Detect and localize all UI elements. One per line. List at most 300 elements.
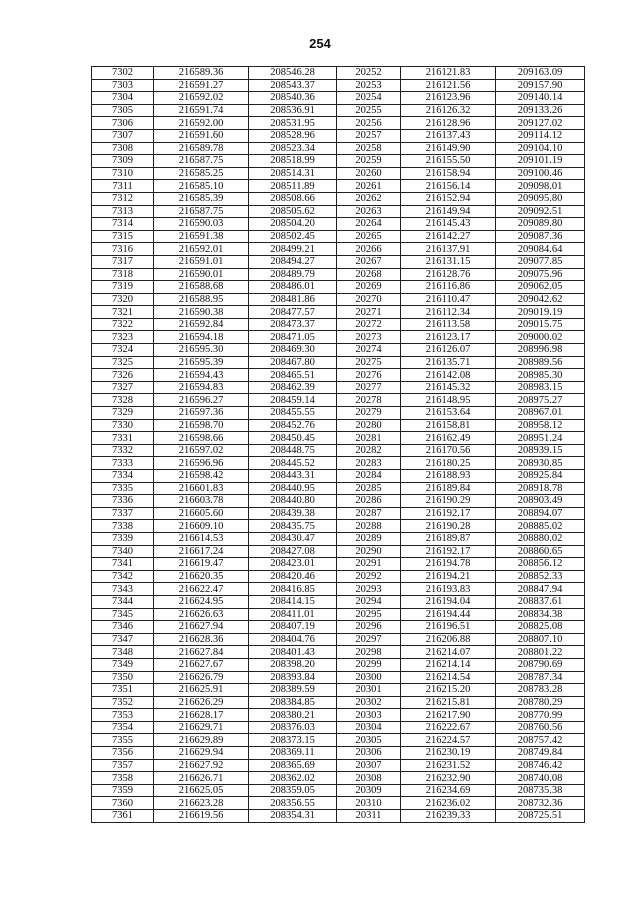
table-cell: 216626.71 xyxy=(154,772,249,785)
table-cell: 208939.15 xyxy=(496,444,585,457)
table-cell: 7323 xyxy=(92,331,154,344)
table-row xyxy=(92,155,585,168)
table-cell: 216585.10 xyxy=(154,180,249,193)
table-cell: 216215.81 xyxy=(401,696,496,709)
table-cell: 7309 xyxy=(92,155,154,168)
table-cell: 7306 xyxy=(92,117,154,130)
table-cell: 216629.89 xyxy=(154,734,249,747)
table-cell: 7324 xyxy=(92,344,154,357)
table-cell: 208398.20 xyxy=(249,658,337,671)
table-cell: 20291 xyxy=(337,558,401,571)
table-cell: 7308 xyxy=(92,142,154,155)
coordinates-table-body xyxy=(92,67,585,823)
table-cell: 216149.90 xyxy=(401,142,496,155)
table-cell: 208473.37 xyxy=(249,318,337,331)
table-cell: 20280 xyxy=(337,419,401,432)
table-cell: 208930.85 xyxy=(496,457,585,470)
table-cell: 216627.92 xyxy=(154,759,249,772)
table-cell: 7332 xyxy=(92,444,154,457)
table-row xyxy=(92,583,585,596)
table-cell: 7330 xyxy=(92,419,154,432)
table-cell: 208356.55 xyxy=(249,797,337,810)
table-cell: 216592.01 xyxy=(154,243,249,256)
table-cell: 216214.14 xyxy=(401,658,496,671)
table-row xyxy=(92,709,585,722)
table-cell: 7335 xyxy=(92,482,154,495)
table-cell: 20253 xyxy=(337,79,401,92)
table-cell: 7325 xyxy=(92,356,154,369)
table-cell: 208455.55 xyxy=(249,407,337,420)
table-cell: 7336 xyxy=(92,495,154,508)
table-cell: 20294 xyxy=(337,595,401,608)
table-cell: 216231.52 xyxy=(401,759,496,772)
table-row xyxy=(92,394,585,407)
table-cell: 209104.10 xyxy=(496,142,585,155)
table-cell: 208757.42 xyxy=(496,734,585,747)
table-cell: 7328 xyxy=(92,394,154,407)
table-cell: 208462.39 xyxy=(249,381,337,394)
table-cell: 208362.02 xyxy=(249,772,337,785)
table-cell: 7350 xyxy=(92,671,154,684)
table-cell: 208416.85 xyxy=(249,583,337,596)
table-cell: 208365.69 xyxy=(249,759,337,772)
table-row xyxy=(92,180,585,193)
table-cell: 216110.47 xyxy=(401,293,496,306)
table-cell: 216627.84 xyxy=(154,646,249,659)
table-cell: 209098.01 xyxy=(496,180,585,193)
table-cell: 216152.94 xyxy=(401,192,496,205)
table-cell: 216617.24 xyxy=(154,545,249,558)
table-cell: 7317 xyxy=(92,255,154,268)
table-cell: 208380.21 xyxy=(249,709,337,722)
table-cell: 216145.32 xyxy=(401,381,496,394)
table-cell: 20265 xyxy=(337,230,401,243)
table-cell: 208486.01 xyxy=(249,281,337,294)
table-cell: 216591.01 xyxy=(154,255,249,268)
table-cell: 209140.14 xyxy=(496,92,585,105)
table-cell: 216121.56 xyxy=(401,79,496,92)
table-cell: 216142.08 xyxy=(401,369,496,382)
table-row xyxy=(92,117,585,130)
table-cell: 208411.01 xyxy=(249,608,337,621)
table-cell: 216587.75 xyxy=(154,155,249,168)
table-cell: 216598.70 xyxy=(154,419,249,432)
table-cell: 20298 xyxy=(337,646,401,659)
table-cell: 7322 xyxy=(92,318,154,331)
table-cell: 208467.80 xyxy=(249,356,337,369)
table-cell: 208837.61 xyxy=(496,595,585,608)
table-cell: 208880.02 xyxy=(496,532,585,545)
table-cell: 208834.38 xyxy=(496,608,585,621)
table-cell: 7341 xyxy=(92,558,154,571)
table-cell: 20306 xyxy=(337,747,401,760)
table-row xyxy=(92,255,585,268)
table-cell: 209042.62 xyxy=(496,293,585,306)
table-row xyxy=(92,167,585,180)
page-number: 254 xyxy=(309,36,331,51)
table-cell: 208807.10 xyxy=(496,633,585,646)
table-cell: 208531.95 xyxy=(249,117,337,130)
table-row xyxy=(92,381,585,394)
table-cell: 208389.59 xyxy=(249,684,337,697)
table-cell: 216629.71 xyxy=(154,721,249,734)
table-row xyxy=(92,92,585,105)
table-cell: 209087.36 xyxy=(496,230,585,243)
table-cell: 216589.78 xyxy=(154,142,249,155)
table-cell: 7347 xyxy=(92,633,154,646)
table-cell: 208903.49 xyxy=(496,495,585,508)
table-cell: 208414.15 xyxy=(249,595,337,608)
table-cell: 20299 xyxy=(337,658,401,671)
table-cell: 7355 xyxy=(92,734,154,747)
table-cell: 216190.29 xyxy=(401,495,496,508)
table-cell: 216588.68 xyxy=(154,281,249,294)
table-cell: 216189.87 xyxy=(401,532,496,545)
table-cell: 20288 xyxy=(337,520,401,533)
table-cell: 208985.30 xyxy=(496,369,585,382)
table-cell: 20279 xyxy=(337,407,401,420)
table-cell: 7348 xyxy=(92,646,154,659)
table-cell: 7340 xyxy=(92,545,154,558)
table-row xyxy=(92,507,585,520)
table-row xyxy=(92,457,585,470)
table-row xyxy=(92,721,585,734)
table-cell: 208983.15 xyxy=(496,381,585,394)
table-cell: 209000.02 xyxy=(496,331,585,344)
table-cell: 216137.43 xyxy=(401,129,496,142)
table-cell: 20292 xyxy=(337,570,401,583)
table-cell: 208546.28 xyxy=(249,67,337,80)
table-cell: 7360 xyxy=(92,797,154,810)
table-cell: 216206.88 xyxy=(401,633,496,646)
table-row xyxy=(92,532,585,545)
table-cell: 209127.02 xyxy=(496,117,585,130)
table-cell: 7310 xyxy=(92,167,154,180)
table-cell: 208505.62 xyxy=(249,205,337,218)
table-cell: 216188.93 xyxy=(401,470,496,483)
table-row xyxy=(92,545,585,558)
table-cell: 216597.36 xyxy=(154,407,249,420)
table-row xyxy=(92,192,585,205)
table-cell: 208783.28 xyxy=(496,684,585,697)
table-cell: 216590.03 xyxy=(154,218,249,231)
table-cell: 20309 xyxy=(337,784,401,797)
table-cell: 209092.51 xyxy=(496,205,585,218)
table-cell: 216587.75 xyxy=(154,205,249,218)
table-cell: 216153.64 xyxy=(401,407,496,420)
table-row xyxy=(92,444,585,457)
table-cell: 216123.96 xyxy=(401,92,496,105)
table-cell: 216620.35 xyxy=(154,570,249,583)
table-cell: 216628.36 xyxy=(154,633,249,646)
table-cell: 7312 xyxy=(92,192,154,205)
table-row xyxy=(92,470,585,483)
table-cell: 208918.78 xyxy=(496,482,585,495)
table-cell: 208443.31 xyxy=(249,470,337,483)
table-row xyxy=(92,482,585,495)
table-cell: 7346 xyxy=(92,621,154,634)
table-row xyxy=(92,495,585,508)
table-cell: 20270 xyxy=(337,293,401,306)
table-cell: 216592.00 xyxy=(154,117,249,130)
table-row xyxy=(92,734,585,747)
table-cell: 216629.94 xyxy=(154,747,249,760)
table-cell: 209100.46 xyxy=(496,167,585,180)
table-row xyxy=(92,696,585,709)
table-cell: 208528.96 xyxy=(249,129,337,142)
table-cell: 208452.76 xyxy=(249,419,337,432)
table-cell: 216592.84 xyxy=(154,318,249,331)
table-cell: 216196.51 xyxy=(401,621,496,634)
table-cell: 216137.91 xyxy=(401,243,496,256)
table-cell: 20257 xyxy=(337,129,401,142)
table-cell: 7320 xyxy=(92,293,154,306)
table-cell: 216149.94 xyxy=(401,205,496,218)
table-cell: 20308 xyxy=(337,772,401,785)
table-cell: 216626.29 xyxy=(154,696,249,709)
table-cell: 20261 xyxy=(337,180,401,193)
table-row xyxy=(92,129,585,142)
table-cell: 216230.19 xyxy=(401,747,496,760)
table-row xyxy=(92,810,585,823)
table-cell: 7349 xyxy=(92,658,154,671)
table-cell: 20278 xyxy=(337,394,401,407)
table-cell: 216193.83 xyxy=(401,583,496,596)
table-cell: 216217.90 xyxy=(401,709,496,722)
table-cell: 7358 xyxy=(92,772,154,785)
table-row xyxy=(92,356,585,369)
table-row xyxy=(92,558,585,571)
table-row xyxy=(92,684,585,697)
table-cell: 208825.08 xyxy=(496,621,585,634)
table-cell: 7337 xyxy=(92,507,154,520)
table-cell: 20266 xyxy=(337,243,401,256)
table-row xyxy=(92,419,585,432)
table-cell: 216625.91 xyxy=(154,684,249,697)
table-cell: 7311 xyxy=(92,180,154,193)
table-cell: 7303 xyxy=(92,79,154,92)
table-cell: 216585.39 xyxy=(154,192,249,205)
table-cell: 216222.67 xyxy=(401,721,496,734)
table-cell: 216189.84 xyxy=(401,482,496,495)
table-cell: 208407.19 xyxy=(249,621,337,634)
table-cell: 208423.01 xyxy=(249,558,337,571)
table-cell: 216595.30 xyxy=(154,344,249,357)
table-cell: 208430.47 xyxy=(249,532,337,545)
table-cell: 7321 xyxy=(92,306,154,319)
table-cell: 216605.60 xyxy=(154,507,249,520)
table-cell: 216591.38 xyxy=(154,230,249,243)
table-cell: 216158.94 xyxy=(401,167,496,180)
table-cell: 216598.42 xyxy=(154,470,249,483)
table-cell: 208523.34 xyxy=(249,142,337,155)
table-cell: 209095.80 xyxy=(496,192,585,205)
table-cell: 208746.42 xyxy=(496,759,585,772)
table-cell: 208369.11 xyxy=(249,747,337,760)
table-cell: 7318 xyxy=(92,268,154,281)
table-row xyxy=(92,570,585,583)
table-cell: 208440.95 xyxy=(249,482,337,495)
table-cell: 208790.69 xyxy=(496,658,585,671)
table-row xyxy=(92,407,585,420)
table-cell: 216591.27 xyxy=(154,79,249,92)
table-cell: 208404.76 xyxy=(249,633,337,646)
table-cell: 216180.25 xyxy=(401,457,496,470)
table-row xyxy=(92,205,585,218)
table-cell: 20272 xyxy=(337,318,401,331)
table-cell: 20284 xyxy=(337,470,401,483)
table-cell: 208514.31 xyxy=(249,167,337,180)
table-cell: 20305 xyxy=(337,734,401,747)
table-cell: 20287 xyxy=(337,507,401,520)
table-cell: 216589.36 xyxy=(154,67,249,80)
table-row xyxy=(92,268,585,281)
table-cell: 216623.28 xyxy=(154,797,249,810)
table-cell: 216194.44 xyxy=(401,608,496,621)
table-cell: 216239.33 xyxy=(401,810,496,823)
table-row xyxy=(92,218,585,231)
table-cell: 7351 xyxy=(92,684,154,697)
table-cell: 216591.74 xyxy=(154,104,249,117)
table-cell: 208494.27 xyxy=(249,255,337,268)
table-cell: 208469.30 xyxy=(249,344,337,357)
table-cell: 208975.27 xyxy=(496,394,585,407)
table-cell: 208725.51 xyxy=(496,810,585,823)
table-row xyxy=(92,432,585,445)
table-cell: 208499.21 xyxy=(249,243,337,256)
table-cell: 216215.20 xyxy=(401,684,496,697)
table-cell: 216142.27 xyxy=(401,230,496,243)
table-cell: 7338 xyxy=(92,520,154,533)
table-cell: 20295 xyxy=(337,608,401,621)
table-row xyxy=(92,747,585,760)
table-cell: 208780.29 xyxy=(496,696,585,709)
table-row xyxy=(92,772,585,785)
table-cell: 216148.95 xyxy=(401,394,496,407)
table-cell: 7314 xyxy=(92,218,154,231)
table-cell: 209163.09 xyxy=(496,67,585,80)
table-cell: 208376.03 xyxy=(249,721,337,734)
table-cell: 7329 xyxy=(92,407,154,420)
table-cell: 216628.17 xyxy=(154,709,249,722)
table-cell: 216594.83 xyxy=(154,381,249,394)
table-cell: 7304 xyxy=(92,92,154,105)
table-cell: 20255 xyxy=(337,104,401,117)
table-cell: 216192.17 xyxy=(401,545,496,558)
table-row xyxy=(92,621,585,634)
table-cell: 209084.64 xyxy=(496,243,585,256)
table-cell: 7345 xyxy=(92,608,154,621)
table-cell: 208481.86 xyxy=(249,293,337,306)
table-cell: 216131.15 xyxy=(401,255,496,268)
table-cell: 216128.96 xyxy=(401,117,496,130)
table-cell: 208749.84 xyxy=(496,747,585,760)
table-cell: 208420.46 xyxy=(249,570,337,583)
table-cell: 7342 xyxy=(92,570,154,583)
table-row xyxy=(92,318,585,331)
table-cell: 7326 xyxy=(92,369,154,382)
table-cell: 208384.85 xyxy=(249,696,337,709)
table-row xyxy=(92,369,585,382)
table-cell: 216627.67 xyxy=(154,658,249,671)
table-cell: 216156.14 xyxy=(401,180,496,193)
table-cell: 20310 xyxy=(337,797,401,810)
table-cell: 209075.96 xyxy=(496,268,585,281)
table-cell: 216609.10 xyxy=(154,520,249,533)
table-cell: 216121.83 xyxy=(401,67,496,80)
table-cell: 209157.90 xyxy=(496,79,585,92)
table-cell: 208925.84 xyxy=(496,470,585,483)
table-cell: 20269 xyxy=(337,281,401,294)
table-cell: 216619.56 xyxy=(154,810,249,823)
table-cell: 216158.81 xyxy=(401,419,496,432)
table-cell: 208996.98 xyxy=(496,344,585,357)
table-cell: 208477.57 xyxy=(249,306,337,319)
table-cell: 20311 xyxy=(337,810,401,823)
table-cell: 216624.95 xyxy=(154,595,249,608)
table-cell: 208989.56 xyxy=(496,356,585,369)
table-cell: 216116.86 xyxy=(401,281,496,294)
table-cell: 7354 xyxy=(92,721,154,734)
table-cell: 216596.27 xyxy=(154,394,249,407)
table-row xyxy=(92,797,585,810)
table-cell: 208885.02 xyxy=(496,520,585,533)
table-cell: 7343 xyxy=(92,583,154,596)
table-cell: 20286 xyxy=(337,495,401,508)
table-cell: 216595.39 xyxy=(154,356,249,369)
table-cell: 7357 xyxy=(92,759,154,772)
table-cell: 208440.80 xyxy=(249,495,337,508)
coordinates-table xyxy=(91,66,585,823)
table-cell: 7333 xyxy=(92,457,154,470)
table-cell: 208856.12 xyxy=(496,558,585,571)
table-cell: 216627.94 xyxy=(154,621,249,634)
table-cell: 216603.78 xyxy=(154,495,249,508)
table-cell: 7307 xyxy=(92,129,154,142)
table-cell: 7361 xyxy=(92,810,154,823)
table-row xyxy=(92,784,585,797)
table-cell: 20282 xyxy=(337,444,401,457)
table-cell: 208373.15 xyxy=(249,734,337,747)
table-cell: 20290 xyxy=(337,545,401,558)
table-row xyxy=(92,306,585,319)
table-cell: 208359.05 xyxy=(249,784,337,797)
table-cell: 7319 xyxy=(92,281,154,294)
table-cell: 209077.85 xyxy=(496,255,585,268)
table-cell: 216592.02 xyxy=(154,92,249,105)
table-cell: 20300 xyxy=(337,671,401,684)
table-cell: 216155.50 xyxy=(401,155,496,168)
table-cell: 20301 xyxy=(337,684,401,697)
table-cell: 208540.36 xyxy=(249,92,337,105)
table-cell: 216588.95 xyxy=(154,293,249,306)
table-cell: 216194.04 xyxy=(401,595,496,608)
table-cell: 209133.26 xyxy=(496,104,585,117)
table-cell: 208354.31 xyxy=(249,810,337,823)
table-cell: 216126.07 xyxy=(401,344,496,357)
table-row xyxy=(92,595,585,608)
table-cell: 208536.91 xyxy=(249,104,337,117)
table-cell: 216594.43 xyxy=(154,369,249,382)
table-cell: 208459.14 xyxy=(249,394,337,407)
table-cell: 7334 xyxy=(92,470,154,483)
table-row xyxy=(92,759,585,772)
table-cell: 208448.75 xyxy=(249,444,337,457)
table-cell: 20264 xyxy=(337,218,401,231)
table-cell: 216234.69 xyxy=(401,784,496,797)
table-cell: 7305 xyxy=(92,104,154,117)
table-cell: 7359 xyxy=(92,784,154,797)
